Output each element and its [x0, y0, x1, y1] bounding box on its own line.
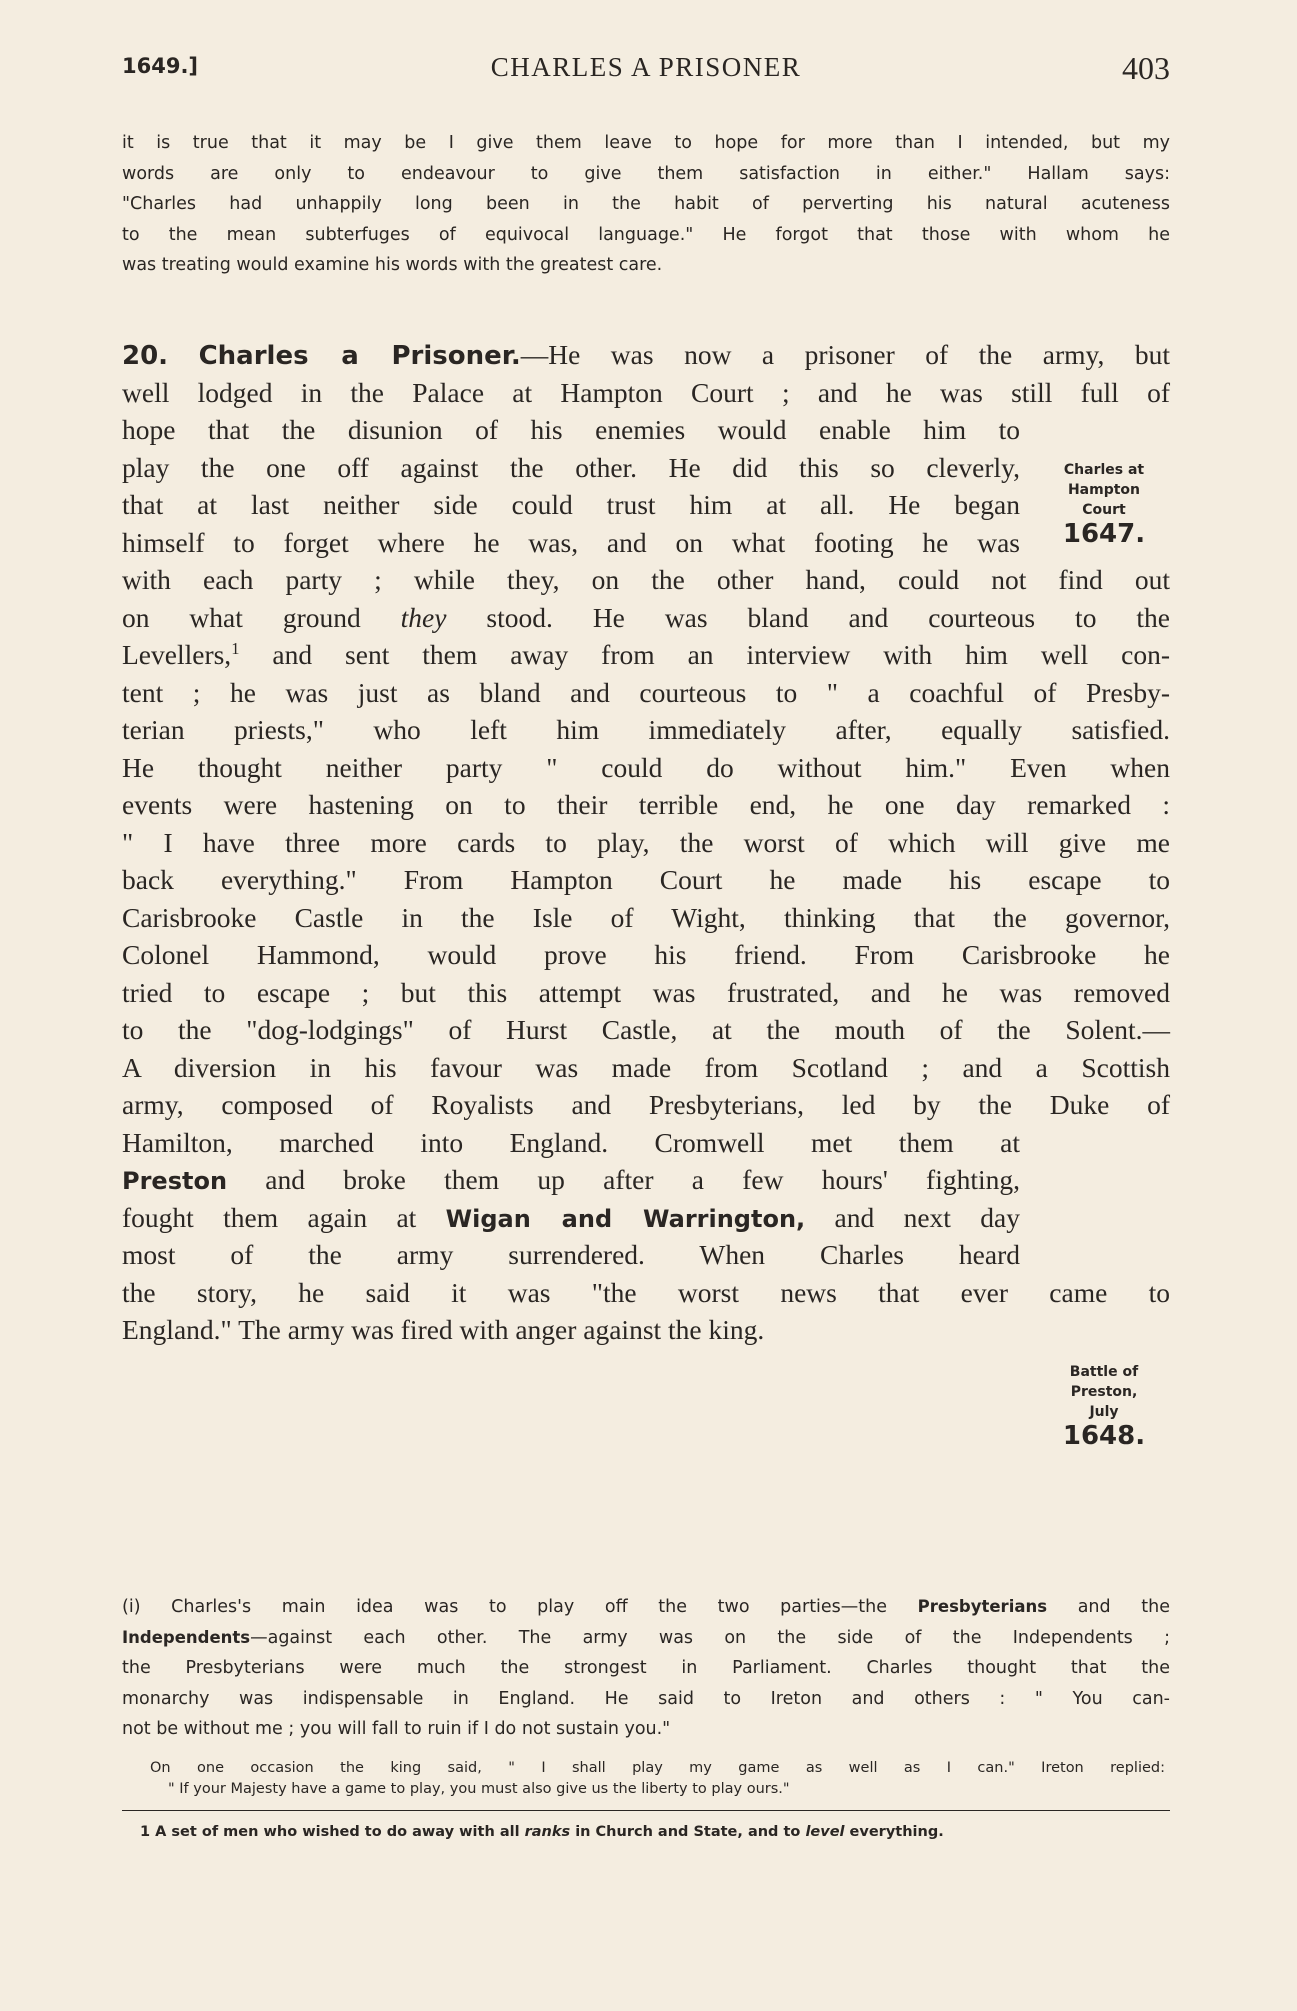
- note-paragraph: [122, 1592, 1170, 1745]
- body-line: Colonel Hammond, would prove his friend. From Carisbrooke he: [122, 939, 1170, 970]
- body-line: back everything." From Hampton Court he made his escape to: [122, 864, 1170, 895]
- note-text: —against each other. The army was on the side of the Independents ;: [250, 1627, 1170, 1648]
- place-name: Preston: [122, 1167, 228, 1195]
- header-title: CHARLES A PRISONER: [490, 52, 802, 82]
- footnote-text: A set of men who wished to do away with all: [150, 1824, 525, 1840]
- note-text: and the: [1047, 1597, 1170, 1617]
- body-line: the story, he said it was "the worst news that ever came to: [122, 1276, 1170, 1308]
- body-line: events were hastening on to their terrible end, he one day remarked :: [122, 789, 1170, 820]
- margin-note-line: Hampton: [1067, 482, 1141, 498]
- place-name: Wigan: [445, 1204, 531, 1233]
- note-line: the Presbyterians were much the strongest in Parliament. Charles thought that the: [122, 1658, 1170, 1678]
- body-text: and next day: [805, 1201, 1021, 1233]
- note-line: [122, 1592, 1170, 1623]
- intro-line: "Charles had unhappily long been in the habit of perverting his natural acuteness: [122, 194, 1170, 214]
- body-line: with each party ; while they, on the other hand, could not find out: [122, 564, 1170, 595]
- margin-note-year: 1647.: [1062, 519, 1146, 549]
- body-line: tent ; he was just as bland and courteous to " a coachful of Presby-: [122, 676, 1170, 708]
- anecdote-line: On one occasion the king said, " I shall play my game as well as I can." Ireton replied:: [150, 1760, 1165, 1776]
- body-line: that at last neither side could trust him at all. He began: [122, 489, 1020, 520]
- anecdote-paragraph: [150, 1758, 1165, 1800]
- footnote-emphasis: ranks: [524, 1824, 571, 1840]
- intro-line: to the mean subterfuges of equivocal language." He forgot that those with whom he: [122, 224, 1170, 245]
- body-line: terian priests," who left him immediately after, equally satisfied.: [122, 714, 1170, 745]
- running-header: [122, 50, 1170, 90]
- footnote-number: 1: [140, 1824, 151, 1840]
- body-text: on what ground: [122, 601, 401, 633]
- margin-note-line: July: [1089, 1404, 1119, 1420]
- section-number: 20.: [122, 341, 169, 371]
- note-line: not be without me ; you will fall to ruin if I do not sustain you.": [122, 1719, 671, 1739]
- margin-note-year: 1648.: [1062, 1421, 1146, 1451]
- footnote-emphasis: level: [805, 1824, 845, 1840]
- emphasis-text: they: [400, 601, 447, 633]
- footnote: [140, 1822, 1160, 1842]
- footnote-text: everything.: [844, 1824, 944, 1840]
- margin-note-hampton: [1039, 460, 1169, 548]
- body-line: well lodged in the Palace at Hampton Court ; and he was still full of: [122, 376, 1170, 408]
- body-text: fought them again at: [122, 1201, 446, 1233]
- section-body: [122, 336, 1170, 1349]
- note-line: monarchy was indispensable in England. He said to Ireton and others : " You can-: [122, 1688, 1170, 1709]
- body-line: army, composed of Royalists and Presbyterians, led by the Duke of: [122, 1089, 1170, 1120]
- footnote-text: in Church and State, and to: [570, 1824, 806, 1840]
- margin-note-line: Charles at: [1063, 462, 1145, 478]
- body-text: and: [530, 1204, 643, 1233]
- body-line: Carisbrooke Castle in the Isle of Wight, thinking that the governor,: [122, 901, 1170, 933]
- body-line: Hamilton, marched into England. Cromwell met them at: [122, 1126, 1020, 1158]
- body-text: and sent them away from an interview with him well con-: [239, 639, 1170, 670]
- note-bold-term: Presbyterians: [917, 1597, 1048, 1616]
- place-name: Warrington,: [643, 1204, 806, 1233]
- body-line: tried to escape ; but this attempt was frustrated, and he was removed: [122, 976, 1170, 1008]
- body-line: England." The army was fired with anger against the king.: [122, 1314, 765, 1345]
- body-line: " I have three more cards to play, the worst of which will give me: [122, 826, 1170, 858]
- intro-line: was treating would examine his words with the greatest care.: [122, 255, 663, 275]
- body-line: [122, 636, 1170, 674]
- page-number: 403: [1122, 50, 1170, 86]
- margin-note-line: Court: [1082, 502, 1126, 518]
- body-text: stood. He was bland and courteous to the: [446, 601, 1170, 633]
- note-bold-term: Independents: [122, 1627, 251, 1647]
- body-line: himself to forget where he was, and on what footing he was: [122, 526, 1020, 558]
- note-line: [122, 1623, 1170, 1654]
- body-line: He thought neither party " could do without him." Even when: [122, 751, 1170, 783]
- body-line: most of the army surrendered. When Charles heard: [122, 1239, 1020, 1270]
- body-text: Levellers,: [122, 639, 232, 670]
- body-line: to the "dog-lodgings" of Hurst Castle, at the mouth of the Solent.—: [122, 1014, 1170, 1045]
- body-line: [122, 1199, 1020, 1237]
- body-text: —He was now a prisoner of the army, but: [520, 339, 1171, 370]
- body-text: and broke them up after a few hours' fighting,: [227, 1164, 1020, 1195]
- margin-note-line: Preston,: [1070, 1384, 1138, 1400]
- body-line: [122, 599, 1170, 637]
- intro-line: words are only to endeavour to give them satisfaction in either." Hallam says:: [122, 163, 1170, 184]
- section-title: Charles a Prisoner.: [198, 341, 521, 371]
- intro-line: it is true that it may be I give them leave to hope for more than I intended, but my: [122, 133, 1170, 153]
- footnote-ref: 1: [231, 638, 240, 658]
- body-line: A diversion in his favour was made from Scotland ; and a Scottish: [122, 1051, 1170, 1083]
- note-text: (i) Charles's main idea was to play off the two parties—the: [122, 1597, 918, 1617]
- header-year: 1649.]: [122, 54, 199, 78]
- anecdote-line: " If your Majesty have a game to play, you must also give us the liberty to play ours.": [168, 1781, 790, 1797]
- intro-paragraph: [122, 128, 1170, 281]
- margin-note-battle: [1039, 1362, 1169, 1450]
- body-line: [122, 1161, 1020, 1199]
- margin-note-line: Battle of: [1069, 1364, 1139, 1380]
- footnote-rule: [122, 1810, 1170, 1811]
- body-line: play the one off against the other. He did this so cleverly,: [122, 451, 1020, 483]
- body-line: [122, 336, 1170, 374]
- body-line: hope that the disunion of his enemies would enable him to: [122, 414, 1020, 445]
